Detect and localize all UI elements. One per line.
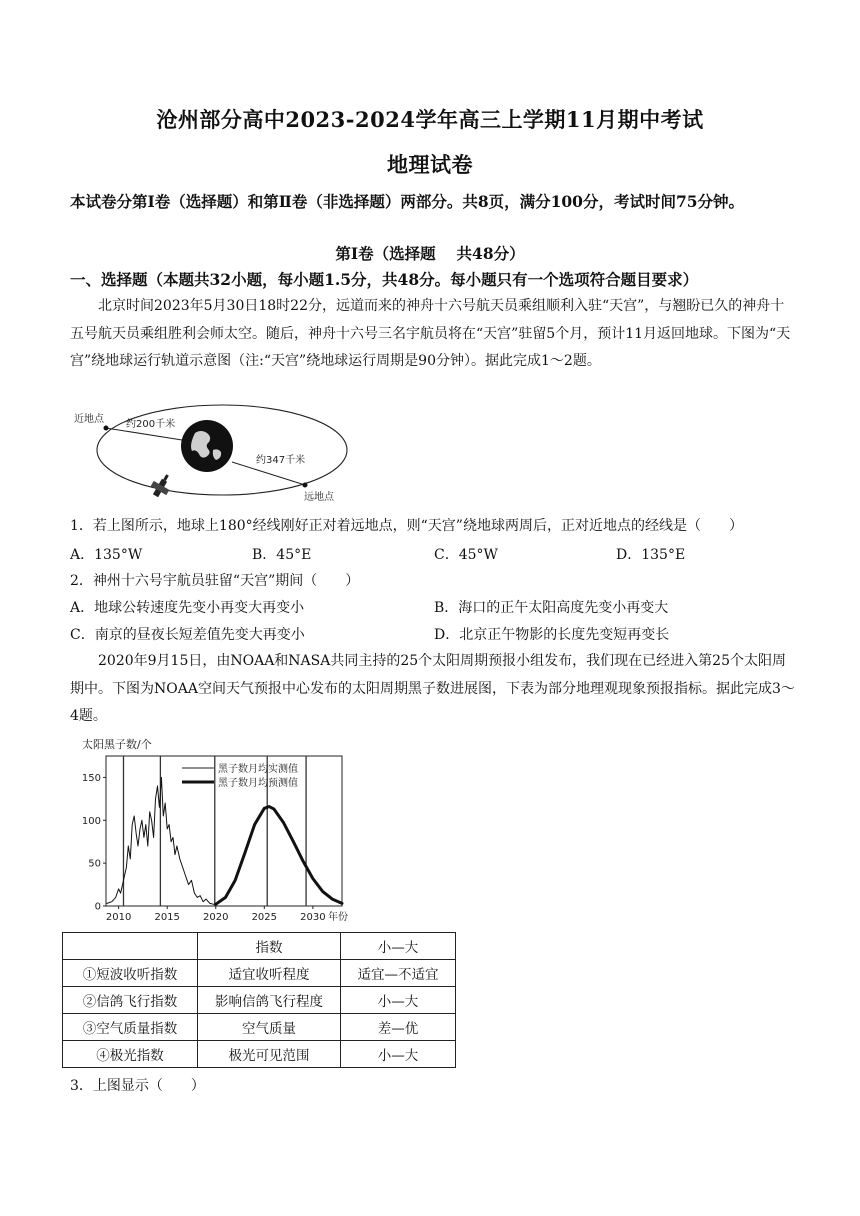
apogee-distance: 约347千米 bbox=[256, 455, 306, 466]
table-header-row bbox=[63, 933, 456, 960]
earth bbox=[181, 420, 233, 472]
table-cell: 适宜—不适宜 bbox=[341, 960, 456, 987]
x-tick-label: 2030 bbox=[300, 912, 326, 923]
table-cell: ④极光指数 bbox=[63, 1041, 198, 1068]
table-row bbox=[63, 987, 456, 1014]
x-tick-label: 2010 bbox=[105, 912, 132, 923]
table-cell: ①短波收听指数 bbox=[63, 960, 198, 987]
question-2-option-c[interactable]: C．南京的昼夜长短差值先变大再变小 bbox=[70, 627, 305, 643]
table-cell: 极光可见范围 bbox=[198, 1041, 341, 1068]
table-cell: ③空气质量指数 bbox=[63, 1014, 198, 1041]
chart-xlabel: 年份 bbox=[328, 912, 348, 923]
perigee-distance: 约200千米 bbox=[126, 419, 176, 430]
legend-measured-label: 黑子数月均实测值 bbox=[218, 764, 298, 775]
series-predicted-line bbox=[216, 807, 342, 905]
sunspot-chart bbox=[70, 734, 370, 926]
table-cell: 空气质量 bbox=[198, 1014, 341, 1041]
apogee-point bbox=[303, 483, 308, 488]
orbit-figure bbox=[70, 400, 360, 510]
table-cell: 指数 bbox=[198, 933, 341, 960]
section1-title: 一、选择题（本题共32小题，每小题1.5分，共48分。每小题只有一个选项符合题目要求） bbox=[70, 270, 699, 289]
index-table bbox=[62, 932, 456, 1068]
question-1-stem: 1．若上图所示，地球上180°经线刚好正对着远地点，则“天宫”绕地球两周后，正对近地点的经线是（ ） bbox=[70, 518, 743, 534]
table-cell: 适宜收听程度 bbox=[198, 960, 341, 987]
question-2-option-a[interactable]: A．地球公转速度先变小再变大再变小 bbox=[70, 600, 305, 616]
perigee-point bbox=[104, 426, 109, 431]
passage-1: 北京时间2023年5月30日18时22分，远道而来的神舟十六号航天员乘组顺利入驻“天宫”，与翘盼已久的神舟十五号航天员乘组胜利会师太空。随后，神舟十六号三名宇航员将在“天宫”驻留5个月，预计11月返回地球。下图为“天宫”绕地球运行轨道示意图（注:“天宫”绕地球运行周期是90分钟）。据此完成1～2题。 bbox=[70, 298, 791, 369]
question-2-option-b[interactable]: B．海口的正午太阳高度先变小再变大 bbox=[434, 600, 669, 616]
table-cell: 影响信鸽飞行程度 bbox=[198, 987, 341, 1014]
table-row bbox=[63, 1014, 456, 1041]
table-cell: 小—大 bbox=[341, 1041, 456, 1068]
spacecraft-icon bbox=[148, 471, 176, 501]
table-cell: 小—大 bbox=[341, 933, 456, 960]
chart-legend bbox=[182, 762, 298, 789]
apogee-label: 远地点 bbox=[304, 492, 334, 503]
y-tick-label: 150 bbox=[81, 772, 101, 784]
part1-title: 第Ⅰ卷（选择题 共48分） bbox=[335, 244, 525, 263]
y-tick-label: 100 bbox=[81, 815, 101, 827]
question-1-option-b[interactable]: B．45°E bbox=[252, 547, 312, 563]
y-tick-label: 0 bbox=[94, 901, 101, 913]
question-1-option-d[interactable]: D．135°E bbox=[616, 547, 686, 563]
question-1-option-a[interactable]: A．135°W bbox=[70, 547, 143, 563]
perigee-label: 近地点 bbox=[74, 414, 104, 425]
table-cell bbox=[63, 933, 198, 960]
table-row bbox=[63, 960, 456, 987]
question-3-stem: 3．上图显示（ ） bbox=[70, 1078, 205, 1094]
passage-2: 2020年9月15日，由NOAA和NASA共同主持的25个太阳周期预报小组发布，我们现在已经进入第25个太阳周期中。下图为NOAA空间天气预报中心发布的太阳周期黑子数进展图，下表为部分地理观现象预报指标。据此完成3～4题。 bbox=[70, 653, 795, 724]
table-cell: 小—大 bbox=[341, 987, 456, 1014]
x-tick-label: 2020 bbox=[203, 912, 229, 923]
x-tick-label: 2025 bbox=[251, 912, 278, 923]
question-2-option-d[interactable]: D．北京正午物影的长度先变短再变长 bbox=[434, 627, 670, 643]
table-cell: ②信鸽飞行指数 bbox=[63, 987, 198, 1014]
question-1-option-c[interactable]: C．45°W bbox=[434, 547, 498, 563]
question-2-stem: 2．神州十六号宇航员驻留“天宫”期间（ ） bbox=[70, 573, 360, 589]
legend-predicted-label: 黑子数月均预测值 bbox=[218, 778, 298, 789]
x-tick-label: 2015 bbox=[154, 912, 180, 923]
exam-intro: 本试卷分第Ⅰ卷（选择题）和第Ⅱ卷（非选择题）两部分。共8页，满分100分，考试时间75分钟。 bbox=[70, 192, 745, 211]
table-row bbox=[63, 1041, 456, 1068]
y-tick-label: 50 bbox=[88, 858, 101, 870]
exam-subject: 地理试卷 bbox=[387, 152, 473, 177]
table-cell: 差—优 bbox=[341, 1014, 456, 1041]
chart-ylabel: 太阳黑子数/个 bbox=[82, 738, 152, 751]
exam-title: 沧州部分高中2023-2024学年高三上学期11月期中考试 bbox=[156, 107, 704, 132]
